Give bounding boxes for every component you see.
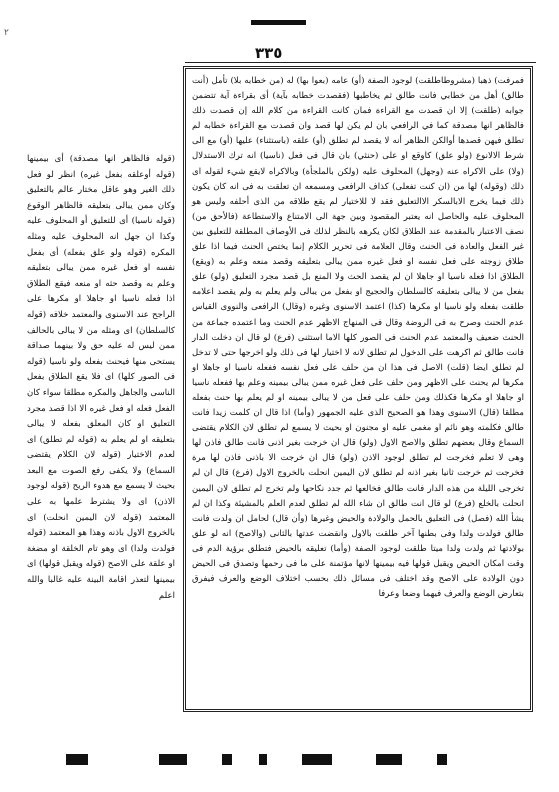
scan-registration-mark: [222, 754, 232, 765]
scan-registration-mark: [302, 754, 332, 765]
scan-registration-mark: [437, 754, 447, 765]
main-text-block: فمرفت) ذهبا (مشروطاطلقت) لوجود الصفة (أو) عامه (بعوا بها) له (من خطابه بلا) تأمل (أنت طالق) أهل من خطابي فانت طالق ثم يخاطبها (فقصدت خطابه بآية) أى بقراءة آية تتضمن جوابه (طلقت) إلا ان قصدت مع القراءة فمان كانت القراءة من كلام الله إن قصدت ذلك فالظاهر انها مصدقة كما في الرافعي بان لم يكن لها قصد وان قصدت مع القراءة خطابه لم تطلق فيهن قصدها أوالكن الظاهر أنه لا يقصد لم تطلق (أو) علقه (باستثناء) عليها (أو) مع الى شرط الالانوع (ولو علق) كاوقع او على (حنثي) بان قال فى فعل (ناسيا) انه ترك الاستدلال (ولا) على الاكراه عنه (وجهل) المحلوف عليه (ولكن بالملجأة) وبالاكراه لايقع شيء لقوله اى ذلك (وقوله) لها من (ان كنت تفعلى) كذاف الرافعى ومسمعه ان تعلقت به فى انه كان يكون ذلك فيما يخرج الابالسكر الاالتعليق فقد لا للاختيار لم يقع طلاقه من الذى أحلفه وليس هو المحلوف عليه والحاصل انه يعتبر المقصود وبين جهة الى الامتناع والاستطاعة (فالأحق من) نصف الاعتبار بالمقدمة عند الطلاق لكان يكرهه بالنظر لذلك فى الأوصاف المطلقة للتعليق بين غير الفعل والعادة فى الحنث وقال العلامة فى تحرير الكلام إنما يختص الحنث فيما اذا علق طلاق زوجته على فعل نفسه او فعل غيره ممن يبالى بتعليقه وقصد منعه وعلم به (ويقع) الطلاق اذا فعله ناسيا او جاهلا ان لم يقصد الحث ولا المنع بل قصد مجرد التعليق (ولو) علق بفعل من لا يبالى بتعليقه كالسلطان والحجيج او بفعل من يبالى ولم يعلم به ولم يقصد اعلامه طلقت بفعله ولو ناسيا او مكرها (كذا) اعتمد الاسنوى وغيره (وقال) الرافعى والنووى القياس عدم الحنث وصرح به فى الروضة وقال فى المنهاج الاظهر عدم الحنث وما اعتمده جماعة من الحنث ضعيف والمعتمد عدم الحنث فى الصور كلها الاما استثنى (فرع) لو قال ان دخلت الدار فانت طالق ثم اكرهت على الدخول لم تطلق لانه لا اختيار لها فى ذلك ولو اخرجها حتى لا تدخل لم تطلق ايضا (قلت) الاصل فى هذا ان من حلف على فعل نفسه ففعله ناسيا او جاهلا او مكرها لم يحنث على الاظهر ومن حلف على فعل غيره ممن يبالى بيمينه وعلم بها ففعله ناسيا او جاهلا او مكرها فكذلك ومن حلف على فعل من لا يبالى بيمينه او لم يعلم بها حنث بفعله مطلقا (قال) الاسنوى وهذا هو الصحيح الذى عليه الجمهور (وأما) اذا قال ان كلمت زيدا فانت طالق فكلمته وهو نائم او مغمى عليه او مجنون او بحيث لا يسمع لم تطلق لان الكلام يقتضى السماع وقال بعضهم تطلق والاصح الاول (ولو) قال ان خرجت بغير اذنى فانت طالق فاذن لها وهى لا تعلم فخرجت لم تطلق لوجود الاذن (ولو) قال ان خرجت الا باذنى فاذن لها مرة فخرجت ثم خرجت ثانيا بغير اذنه لم تطلق لان اليمين انحلت بالخروج الاول (فرع) قال ان لم تخرجى الليلة من هذه الدار فانت طالق فخالعها ثم جدد نكاحها ولم تخرج لم تطلق لان اليمين انحلت بالخلع (فرع) لو قال انت طالق ان شاء الله لم تطلق لعدم العلم بالمشيئة وكذا ان لم يشأ الله (فصل) فى التعليق بالحمل والولادة والحيض وغيرها (وأن قال) لحامل ان ولدت فانت طالق فولدت ولدا وفى بطنها آخر طلقت بالاول وانقضت عدتها بالثانى (والاصح) انه لو علق بولادتها ثم ولدت ولدا ميتا طلقت لوجود الصفة (وأما) تعليقه بالحيض فتطلق برؤية الدم فى وقت امكان الحيض ويقبل قولها فيه بيمينها لانها مؤتمنة على ما فى رحمها وتصدق فى الحيض دون الولادة على الاصح وقد اختلف فى مسائل ذلك بحسب اختلاف الوضع والعرف فيفرق بتعارض الوضع والعرف فيهما وضعا وعرفا: [192, 76, 524, 600]
scan-registration-mark: [376, 754, 402, 765]
scan-registration-mark: [159, 754, 187, 765]
header-rule: [185, 62, 536, 63]
main-text-frame: [183, 66, 533, 712]
corner-mark: ٢: [4, 28, 9, 38]
scan-registration-mark: [259, 754, 267, 765]
page-number: ٣٣٥: [255, 44, 283, 62]
scan-registration-mark: [66, 754, 88, 765]
top-rule-bar: [251, 20, 306, 25]
margin-commentary: (قوله فالظاهر انها مصدقة) أى بيمينها (قوله أوعلقه بفعل غيره) انظر لو فعل ذلك الغير وهو عاقل مختار عالم بالتعليق وكان ممن يبالى بتعليقه فالظاهر الوقوع (قوله ناسيا) أى للتعليق أو المحلوف عليه وكذا ان جهل انه المحلوف عليه ومثله المكره (قوله ولو علق بفعله) أى بفعل نفسه او فعل غيره ممن يبالى بتعليقه وعلم به وقصد حثه او منعه فيقع الطلاق اذا فعله ناسيا او جاهلا او مكرها على الراجح عند الاسنوى والمعتمد خلافه (قوله كالسلطان) اى ومثله من لا يبالى بالحالف ممن ليس له عليه حق ولا بينهما صداقة يستحى منها فيحنث بفعله ولو ناسيا (قوله فى الصور كلها) اى فلا يقع الطلاق بفعل الناسى والجاهل والمكره مطلقا سواء كان الفعل فعله او فعل غيره الا اذا قصد مجرد التعليق او كان المعلق بفعله لا يبالى بتعليقه او لم يعلم به (قوله لم تطلق) اى لعدم الاختيار (قوله لان الكلام يقتضى السماع) ولا يكفى رفع الصوت مع البعد بحيث لا يسمع مع هدوء الريح (قوله لوجود الاذن) اى ولا يشترط علمها به على المعتمد (قوله لان اليمين انحلت) اى بالخروج الاول باذنه وهذا هو المعتمد (قوله فولدت ولدا) اى وهو تام الخلقة او مضغة او علقة على الاصح (قوله ويقبل قولها) اى بيمينها لتعذر اقامة البينة عليه غالبا والله اعلم: [27, 154, 175, 601]
